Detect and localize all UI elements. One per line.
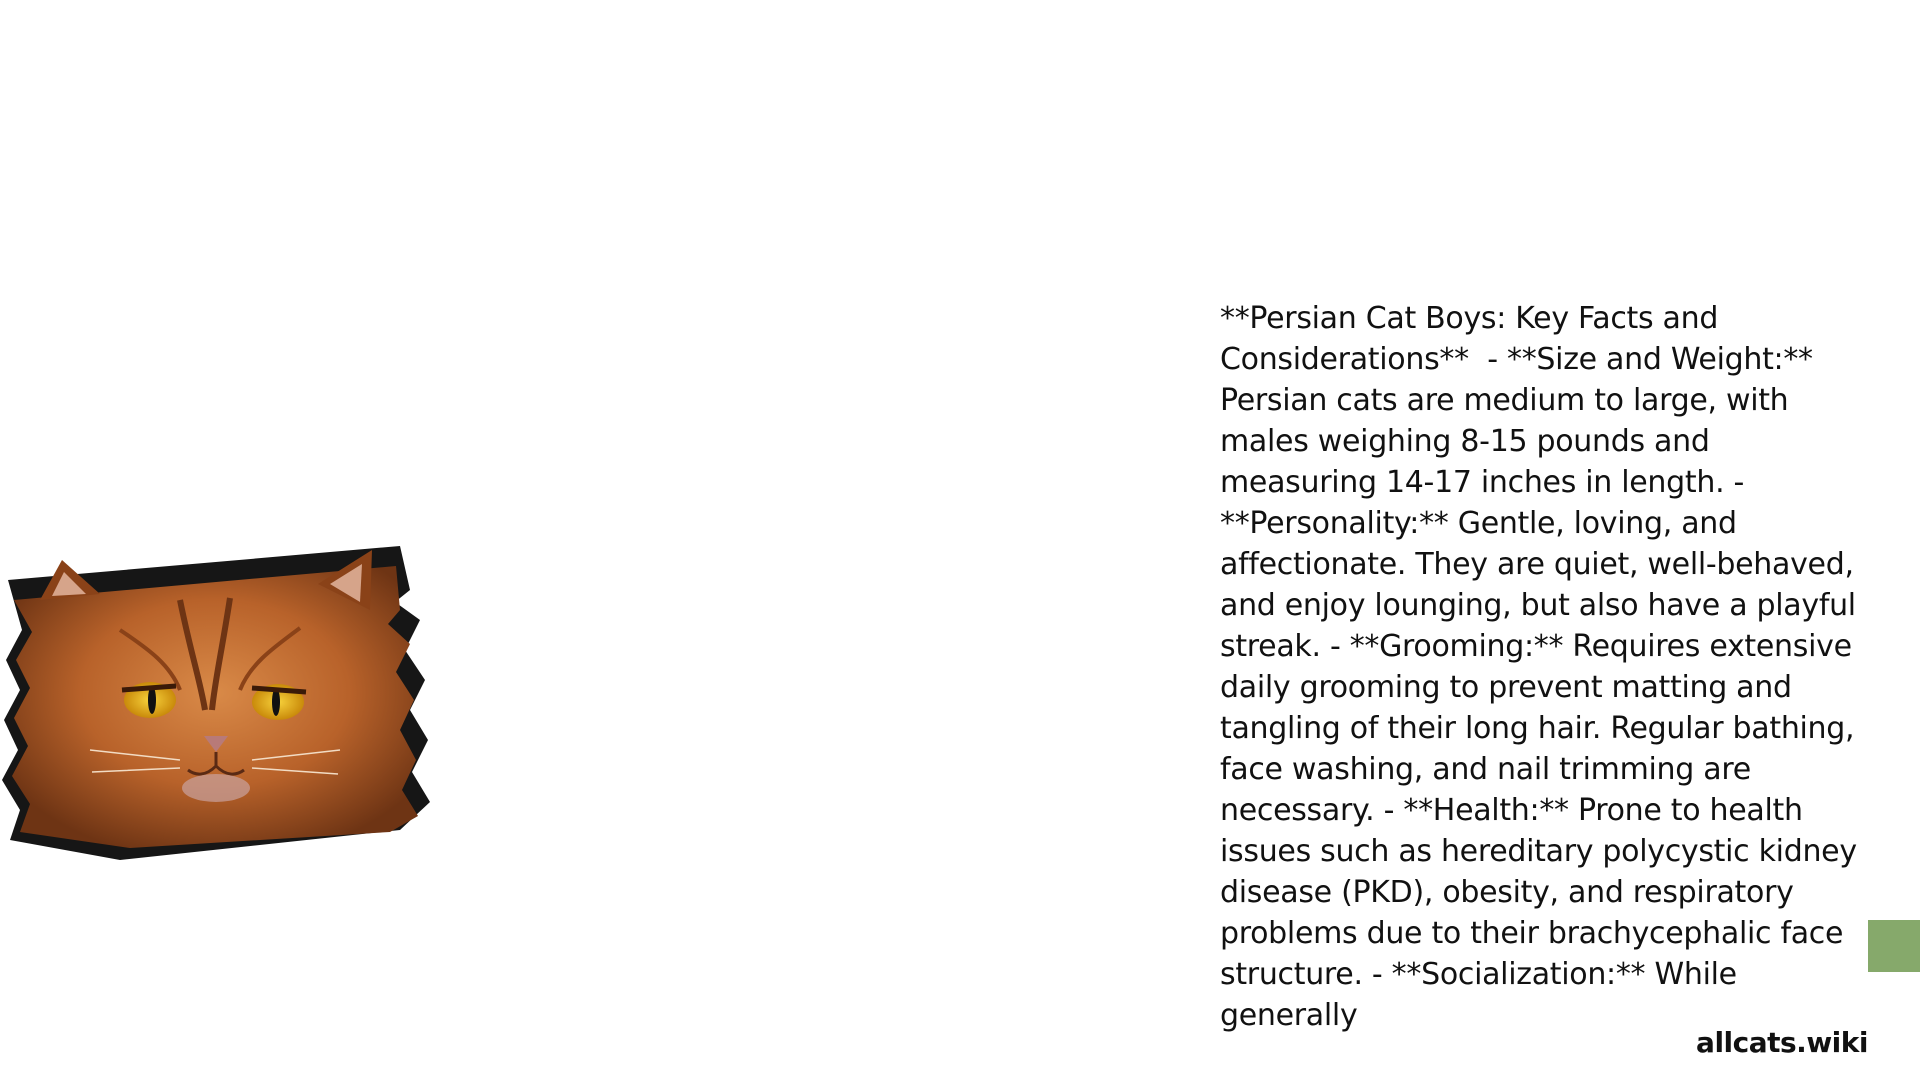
accent-square	[1868, 920, 1920, 972]
brand-logo-text[interactable]: allcats.wiki	[1696, 1026, 1868, 1059]
persian-cat-photo	[0, 540, 440, 870]
article-text: **Persian Cat Boys: Key Facts and Considerations** - **Size and Weight:** Persian cats are medium to large, with males weighing 8-15 pounds and measuring 14-17 inches in length. - **Personality:** Gentle, loving, and affectionate. They are quiet, well-behaved, and enjoy lounging, but also have a playful streak. - **Grooming:** Requires extensive daily grooming to prevent matting and tangling of their long hair. Regular bathing, face washing, and nail trimming are necessary. - **Health:** Prone to health issues such as hereditary polycystic kidney disease (PKD), obesity, and respiratory problems due to their brachycephalic face structure. - **Socialization:** While generally	[1220, 301, 1867, 1033]
